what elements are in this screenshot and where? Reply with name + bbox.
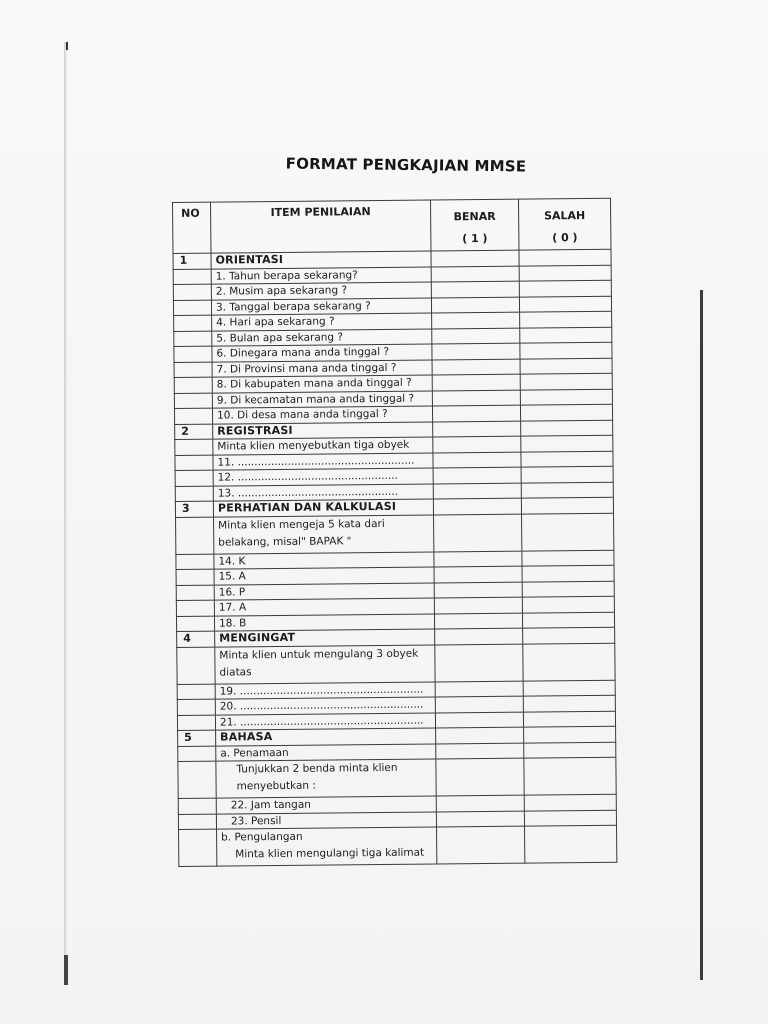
item-text: 18. B xyxy=(214,613,434,631)
item-text: 8. Di kabupaten mana anda tinggal ? xyxy=(212,375,432,393)
salah-cell[interactable] xyxy=(524,757,616,795)
benar-cell[interactable] xyxy=(434,597,522,613)
section-title: PERHATIAN DAN KALKULASI xyxy=(213,499,433,517)
page-left-edge xyxy=(64,42,67,982)
benar-cell[interactable] xyxy=(435,628,523,644)
item-text: 19. ....................................................... xyxy=(215,681,435,699)
benar-cell[interactable] xyxy=(434,551,522,567)
section-number: 2 xyxy=(175,424,213,440)
benar-cell[interactable] xyxy=(435,696,523,712)
benar-cell[interactable] xyxy=(436,795,524,811)
salah-cell[interactable] xyxy=(522,565,614,581)
benar-cell[interactable] xyxy=(435,644,523,682)
instruction-text: Minta klien mengeja 5 kata dari belakang, misal" BAPAK " xyxy=(214,515,434,554)
salah-cell[interactable] xyxy=(520,358,612,374)
item-text: 15. A xyxy=(214,567,434,585)
salah-cell[interactable] xyxy=(521,482,613,498)
salah-cell[interactable] xyxy=(520,311,612,327)
table-row xyxy=(178,757,616,798)
section-number: 4 xyxy=(177,631,215,647)
item-text: 1. Tahun berapa sekarang? xyxy=(211,267,431,285)
subsection-label: b. Pengulangan xyxy=(221,830,303,844)
salah-cell[interactable] xyxy=(524,794,616,810)
salah-cell[interactable] xyxy=(519,249,611,265)
benar-cell[interactable] xyxy=(436,811,524,827)
benar-cell[interactable] xyxy=(437,826,525,864)
item-text: 17. A xyxy=(214,598,434,616)
header-salah-label: SALAH xyxy=(543,209,586,223)
item-text: 5. Bulan apa sekarang ? xyxy=(212,329,432,347)
page-right-shadow xyxy=(700,290,703,980)
salah-cell[interactable] xyxy=(524,810,616,826)
assessment-table xyxy=(172,198,617,867)
benar-cell[interactable] xyxy=(436,743,524,759)
benar-cell[interactable] xyxy=(434,582,522,598)
salah-cell[interactable] xyxy=(521,451,613,467)
salah-cell[interactable] xyxy=(520,404,612,420)
section-title: ORIENTASI xyxy=(211,251,431,269)
benar-cell[interactable] xyxy=(432,405,520,421)
salah-cell[interactable] xyxy=(520,342,612,358)
instruction-text: Minta klien mengulangi tiga kalimat xyxy=(235,846,425,861)
benar-cell[interactable] xyxy=(431,281,519,297)
item-text: 21. ....................................................... xyxy=(215,712,435,730)
header-salah-score: ( 0 ) xyxy=(552,231,578,245)
benar-cell[interactable] xyxy=(433,498,521,514)
item-text: 22. Jam tangan xyxy=(216,796,436,814)
benar-cell[interactable] xyxy=(435,681,523,697)
header-no: NO xyxy=(173,202,211,253)
section-title: BAHASA xyxy=(216,728,436,746)
item-text: 20. ....................................................... xyxy=(215,697,435,715)
item-text: 23. Pensil xyxy=(216,811,436,829)
salah-cell[interactable] xyxy=(524,726,616,742)
benar-cell[interactable] xyxy=(433,467,521,483)
table-row xyxy=(177,643,615,684)
benar-cell[interactable] xyxy=(431,266,519,282)
benar-cell[interactable] xyxy=(432,328,520,344)
instruction-text: Minta klien menyebutkan tiga obyek xyxy=(213,437,433,455)
item-text: 11. ..................................................... xyxy=(213,453,433,471)
item-text: 6. Dinegara mana anda tinggal ? xyxy=(212,344,432,362)
item-text: 16. P xyxy=(214,583,434,601)
subsection-block xyxy=(217,827,437,866)
header-benar-score: ( 1 ) xyxy=(462,231,488,246)
instruction-text: Tunjukkan 2 benda minta klien menyebutkan : xyxy=(216,759,436,798)
item-text: 10. Di desa mana anda tinggal ? xyxy=(212,406,432,424)
item-text: 9. Di kecamatan mana anda tinggal ? xyxy=(212,391,432,409)
salah-cell[interactable] xyxy=(522,612,614,628)
salah-cell[interactable] xyxy=(522,550,614,566)
table-row xyxy=(176,513,614,554)
salah-cell[interactable] xyxy=(525,825,617,863)
salah-cell[interactable] xyxy=(519,280,611,296)
mmse-form xyxy=(172,198,618,867)
header-benar xyxy=(430,199,518,251)
section-number: 5 xyxy=(178,730,216,746)
salah-cell[interactable] xyxy=(519,265,611,281)
salah-cell[interactable] xyxy=(523,680,615,696)
item-text: 2. Musim apa sekarang ? xyxy=(211,282,431,300)
document-title: FORMAT PENGKAJIAN MMSE xyxy=(285,154,527,176)
benar-cell[interactable] xyxy=(434,613,522,629)
item-text: 13. ................................................ xyxy=(213,484,433,502)
section-title: MENGINGAT xyxy=(215,629,435,647)
salah-cell[interactable] xyxy=(523,695,615,711)
benar-cell[interactable] xyxy=(431,250,519,266)
salah-cell[interactable] xyxy=(520,373,612,389)
salah-cell[interactable] xyxy=(521,420,613,436)
table-header-row xyxy=(173,198,611,253)
item-text: 3. Tanggal berapa sekarang ? xyxy=(211,298,431,316)
salah-cell[interactable] xyxy=(521,466,613,482)
scan-mark-bottom xyxy=(64,955,68,985)
header-item: ITEM PENILAIAN xyxy=(211,200,431,253)
benar-cell[interactable] xyxy=(434,566,522,582)
salah-cell[interactable] xyxy=(522,513,614,551)
salah-cell[interactable] xyxy=(521,497,613,513)
table-row xyxy=(179,825,617,866)
benar-cell[interactable] xyxy=(432,374,520,390)
section-number: 1 xyxy=(173,253,211,269)
benar-cell[interactable] xyxy=(431,297,519,313)
benar-cell[interactable] xyxy=(436,758,524,796)
benar-cell[interactable] xyxy=(432,312,520,328)
instruction-text: Minta klien untuk mengulang 3 obyek diatas xyxy=(215,644,435,683)
salah-cell[interactable] xyxy=(522,581,614,597)
benar-cell[interactable] xyxy=(433,483,521,499)
scan-mark xyxy=(66,42,68,50)
benar-cell[interactable] xyxy=(433,452,521,468)
header-salah xyxy=(518,198,610,250)
item-text: 4. Hari apa sekarang ? xyxy=(212,313,432,331)
benar-cell[interactable] xyxy=(434,514,522,552)
salah-cell[interactable] xyxy=(519,296,611,312)
benar-cell[interactable] xyxy=(432,390,520,406)
header-benar-label: BENAR xyxy=(453,209,496,224)
salah-cell[interactable] xyxy=(520,327,612,343)
salah-cell[interactable] xyxy=(521,435,613,451)
section-number: 3 xyxy=(175,501,213,517)
salah-cell[interactable] xyxy=(522,596,614,612)
item-text: 14. K xyxy=(214,552,434,570)
benar-cell[interactable] xyxy=(433,421,521,437)
salah-cell[interactable] xyxy=(523,643,615,681)
benar-cell[interactable] xyxy=(436,727,524,743)
salah-cell[interactable] xyxy=(523,627,615,643)
item-text: 12. ................................................ xyxy=(213,468,433,486)
salah-cell[interactable] xyxy=(520,389,612,405)
benar-cell[interactable] xyxy=(432,359,520,375)
section-title: REGISTRASI xyxy=(213,422,433,440)
subsection-label: a. Penamaan xyxy=(216,743,436,761)
benar-cell[interactable] xyxy=(432,343,520,359)
benar-cell[interactable] xyxy=(435,712,523,728)
salah-cell[interactable] xyxy=(524,742,616,758)
item-text: 7. Di Provinsi mana anda tinggal ? xyxy=(212,360,432,378)
benar-cell[interactable] xyxy=(433,436,521,452)
salah-cell[interactable] xyxy=(523,711,615,727)
